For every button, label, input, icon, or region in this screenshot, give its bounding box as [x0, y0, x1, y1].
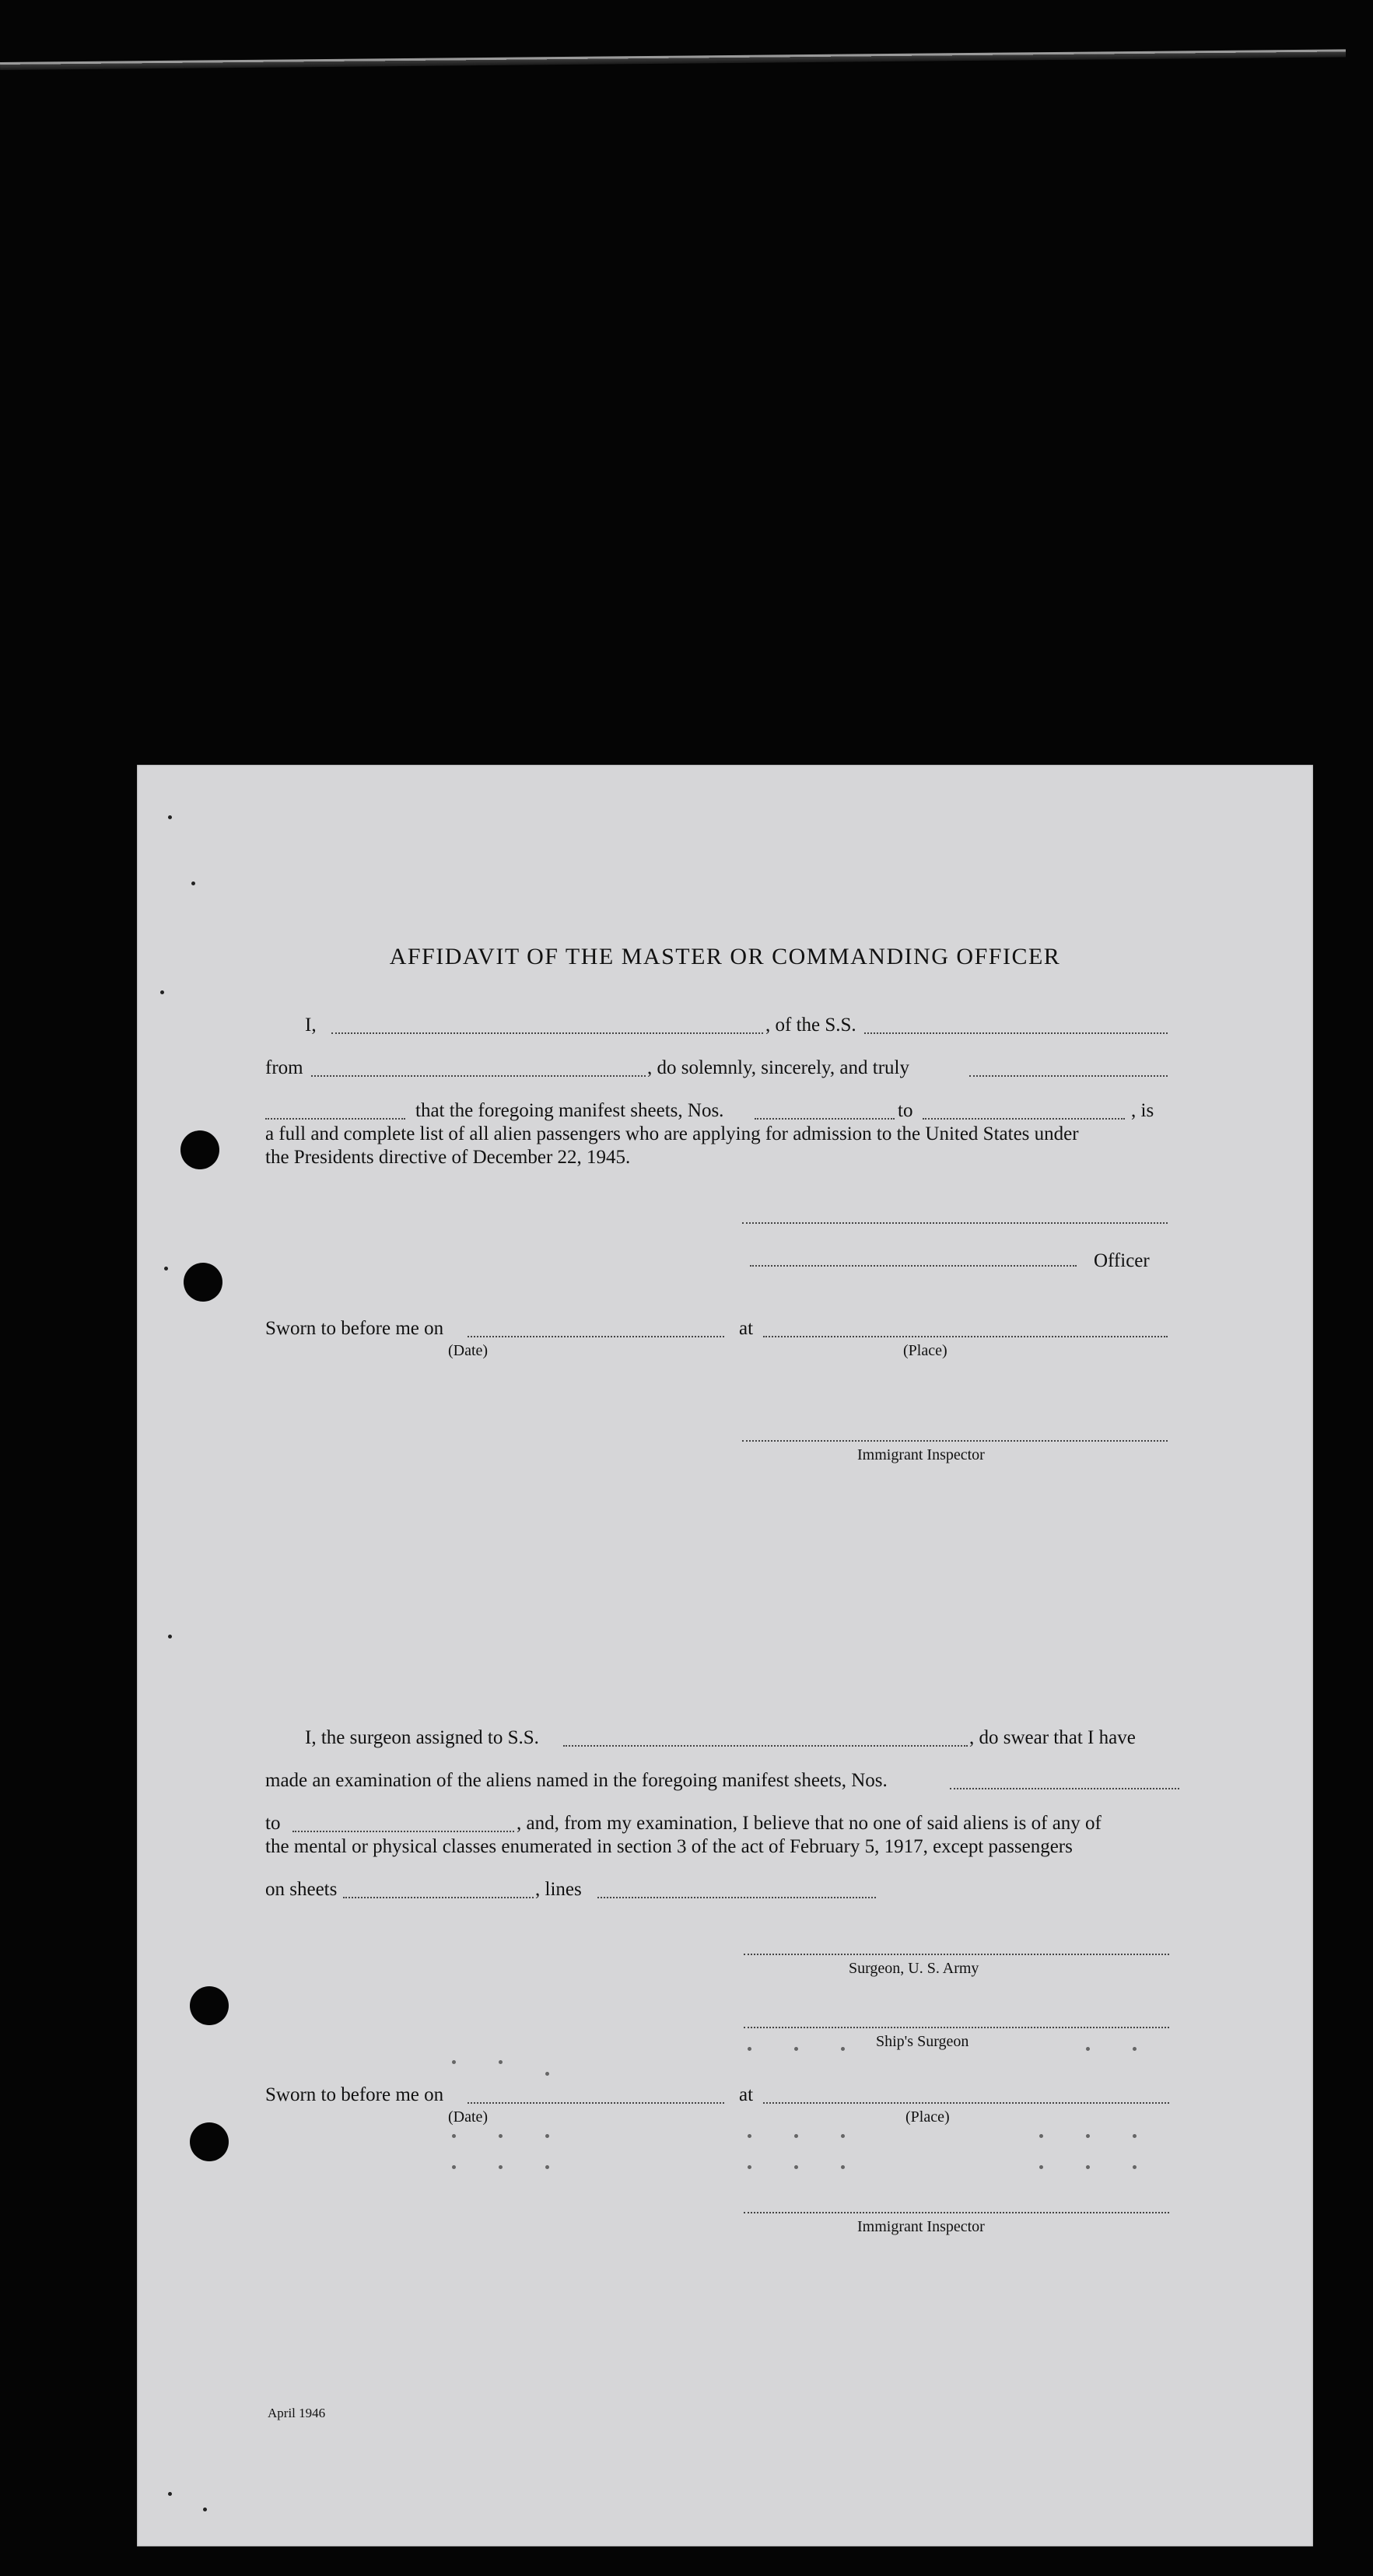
surgeon-ship-name-field[interactable] — [563, 1745, 968, 1747]
sworn-place-field[interactable] — [763, 1336, 1168, 1337]
punch-hole — [184, 1263, 222, 1302]
surgeon-place-caption: (Place) — [905, 2108, 950, 2126]
print-artifact-dot — [794, 2047, 798, 2051]
print-artifact-dot — [1133, 2047, 1137, 2051]
swear-affirm-field[interactable] — [969, 1075, 1168, 1077]
of-ss-label: , of the S.S. — [765, 1015, 856, 1036]
except-sheets-field[interactable] — [343, 1897, 534, 1898]
margin-speck — [203, 2508, 207, 2511]
surgeon-manifest-from-field[interactable] — [950, 1788, 1179, 1789]
sworn-before-label: Sworn to before me on — [265, 1318, 444, 1339]
army-surgeon-caption: Surgeon, U. S. Army — [849, 1960, 979, 1977]
print-artifact-dot — [748, 2165, 751, 2169]
print-artifact-dot — [452, 2165, 456, 2169]
manifest-from-number-field[interactable] — [755, 1118, 895, 1120]
surgeon-sworn-place-field[interactable] — [763, 2102, 1169, 2104]
except-lines-field[interactable] — [597, 1897, 876, 1898]
army-surgeon-signature-line[interactable] — [744, 1954, 1169, 1955]
print-artifact-dot — [1039, 2134, 1043, 2138]
punch-hole — [190, 1986, 229, 2025]
to-label: to — [898, 1100, 913, 1121]
print-artifact-dot — [748, 2134, 751, 2138]
surgeon-sworn-date-field[interactable] — [468, 2102, 724, 2104]
print-artifact-dot — [1086, 2047, 1090, 2051]
is-label: , is — [1131, 1100, 1154, 1121]
print-artifact-dot — [748, 2047, 751, 2051]
affidavit-i-label: I, — [305, 1015, 317, 1036]
surgeon-to-label: to — [265, 1813, 281, 1834]
print-artifact-dot — [499, 2060, 503, 2064]
surgeon-date-caption: (Date) — [448, 2108, 489, 2126]
margin-speck — [168, 1635, 172, 1638]
master-signature-line[interactable] — [742, 1222, 1168, 1224]
print-artifact-dot — [794, 2165, 798, 2169]
print-artifact-dot — [499, 2134, 503, 2138]
solemnly-swear-text: , do solemnly, sincerely, and truly — [647, 1057, 909, 1078]
print-artifact-dot — [452, 2060, 456, 2064]
from-label: from — [265, 1057, 303, 1078]
officer-label: Officer — [1094, 1250, 1150, 1271]
surgeon-statement-line: made an examination of the aliens named in the foregoing manifest sheets, Nos. — [265, 1770, 888, 1791]
affidavit-statement-line: a full and complete list of all alien passengers who are applying for admission to the United States under — [265, 1123, 1079, 1144]
punch-hole — [190, 2122, 229, 2161]
film-edge-rule — [0, 49, 1346, 70]
print-artifact-dot — [794, 2134, 798, 2138]
print-artifact-dot — [1133, 2134, 1137, 2138]
inspector-signature-line[interactable] — [742, 1440, 1168, 1442]
print-artifact-dot — [545, 2165, 549, 2169]
from-port-field[interactable] — [311, 1075, 646, 1077]
print-artifact-dot — [841, 2165, 845, 2169]
manifest-sheets-text: that the foregoing manifest sheets, Nos. — [415, 1100, 724, 1121]
ship-surgeon-signature-line[interactable] — [744, 2027, 1169, 2028]
surgeon-at-label: at — [739, 2084, 754, 2105]
print-artifact-dot — [545, 2072, 549, 2076]
margin-speck — [164, 1267, 168, 1270]
print-artifact-dot — [452, 2134, 456, 2138]
print-artifact-dot — [1086, 2134, 1090, 2138]
margin-speck — [168, 815, 172, 819]
punch-hole — [180, 1130, 219, 1169]
ship-name-field[interactable] — [864, 1032, 1168, 1034]
master-name-field[interactable] — [331, 1032, 763, 1034]
print-artifact-dot — [841, 2134, 845, 2138]
surgeon-statement-line: the mental or physical classes enumerated in section 3 of the act of February 5, 1917, except passengers — [265, 1836, 1073, 1857]
surgeon-inspector-caption: Immigrant Inspector — [857, 2218, 985, 2235]
margin-speck — [168, 2492, 172, 2496]
place-caption: (Place) — [903, 1342, 947, 1359]
declare-field[interactable] — [265, 1118, 405, 1120]
manifest-to-number-field[interactable] — [923, 1118, 1125, 1120]
print-artifact-dot — [545, 2134, 549, 2138]
affidavit-form-page — [137, 765, 1313, 2546]
surgeon-sworn-before-label: Sworn to before me on — [265, 2084, 444, 2105]
officer-signature-line[interactable] — [750, 1265, 1077, 1267]
surgeon-statement-start: I, the surgeon assigned to S.S. — [305, 1727, 539, 1748]
margin-speck — [160, 990, 164, 994]
form-date-footer: April 1946 — [268, 2406, 326, 2420]
sworn-date-field[interactable] — [468, 1336, 724, 1337]
surgeon-manifest-to-field[interactable] — [292, 1831, 514, 1832]
surgeon-swear-text: , do swear that I have — [969, 1727, 1136, 1748]
surgeon-statement-line: , and, from my examination, I believe that no one of said aliens is of any of — [517, 1813, 1102, 1834]
surgeon-inspector-signature-line[interactable] — [744, 2212, 1169, 2213]
print-artifact-dot — [1133, 2165, 1137, 2169]
date-caption: (Date) — [448, 1342, 489, 1359]
form-title: AFFIDAVIT OF THE MASTER OR COMMANDING OFFICER — [389, 944, 1061, 969]
affidavit-statement-line: the Presidents directive of December 22, 1945. — [265, 1147, 631, 1168]
ship-surgeon-caption: Ship's Surgeon — [876, 2033, 969, 2050]
inspector-caption: Immigrant Inspector — [857, 1446, 985, 1463]
at-label: at — [739, 1318, 754, 1339]
print-artifact-dot — [499, 2165, 503, 2169]
print-artifact-dot — [1086, 2165, 1090, 2169]
lines-label: , lines — [535, 1879, 582, 1900]
print-artifact-dot — [1039, 2165, 1043, 2169]
margin-speck — [191, 881, 195, 885]
on-sheets-label: on sheets — [265, 1879, 338, 1900]
print-artifact-dot — [841, 2047, 845, 2051]
